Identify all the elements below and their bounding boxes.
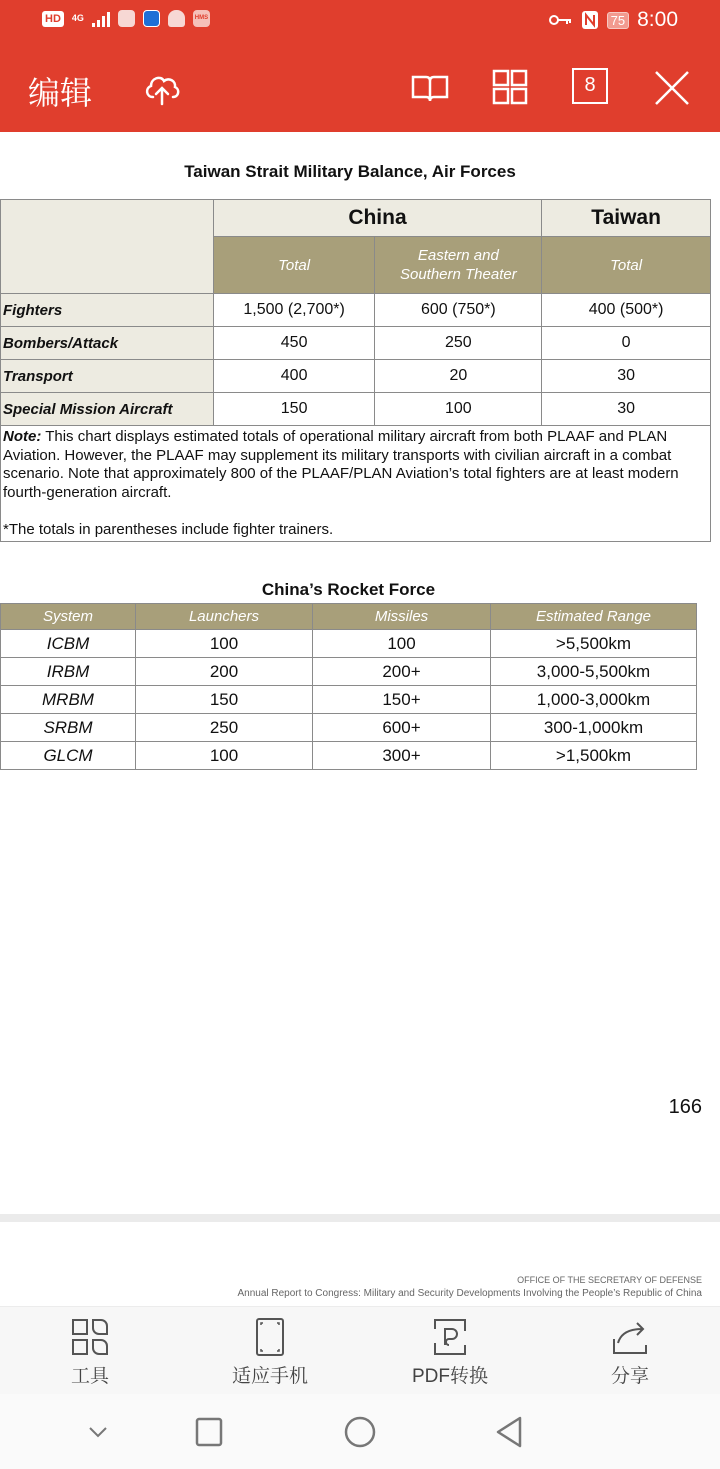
chevron-down-icon[interactable]	[78, 1412, 118, 1452]
col-header-range: Estimated Range	[491, 604, 697, 630]
cell: 400 (500*)	[542, 294, 711, 327]
footer-office: OFFICE OF THE SECRETARY OF DEFENSE	[517, 1275, 702, 1285]
cell: 150	[213, 393, 375, 426]
status-left-icons	[42, 10, 210, 27]
table-row	[1, 658, 697, 686]
cat-app-icon	[118, 10, 135, 27]
rocket-force-title: China’s Rocket Force	[261, 580, 436, 599]
empty-header-cell	[1, 200, 214, 294]
cell: 0	[542, 327, 711, 360]
col-header-missiles: Missiles	[313, 604, 491, 630]
row-label: Bombers/Attack	[1, 327, 214, 360]
battery-icon: 75	[607, 12, 629, 29]
cell-range: 3,000-5,500km	[491, 658, 697, 686]
china-total-header: Total	[213, 237, 375, 294]
cell: 450	[213, 327, 375, 360]
page-divider	[0, 1214, 720, 1222]
pdf-convert-button[interactable]	[380, 1317, 520, 1388]
note-label: Note:	[3, 428, 42, 445]
taiwan-total-header: Total	[542, 237, 711, 294]
table-row	[1, 714, 697, 742]
cell: 20	[375, 360, 542, 393]
eastern-header-line1: Eastern and	[417, 247, 499, 264]
table-row	[1, 393, 711, 426]
taiwan-group-header: Taiwan	[542, 200, 711, 237]
cell-range: >1,500km	[491, 742, 697, 770]
cell-range: 300-1,000km	[491, 714, 697, 742]
home-icon[interactable]	[340, 1412, 380, 1452]
fit-phone-button[interactable]	[200, 1317, 340, 1388]
share-button[interactable]	[560, 1317, 700, 1388]
rocket-force-table	[0, 603, 697, 770]
row-label: Transport	[1, 360, 214, 393]
footnote: *The totals in parentheses include fighter trainers.	[3, 520, 334, 538]
cell-range: >5,500km	[491, 630, 697, 658]
air-forces-title: Taiwan Strait Military Balance, Air Forces	[184, 162, 516, 181]
cell-system: SRBM	[1, 714, 136, 742]
share-icon	[610, 1317, 650, 1357]
table-row	[1, 630, 697, 658]
pdf-convert-icon	[430, 1317, 470, 1357]
hd-voice-icon: HD	[42, 11, 64, 27]
edit-button[interactable]: 编辑	[28, 75, 93, 111]
cell: 400	[213, 360, 375, 393]
table-row	[1, 327, 711, 360]
app-toolbar	[0, 44, 720, 132]
cell: 600 (750*)	[375, 294, 542, 327]
system-nav-bar	[0, 1394, 720, 1469]
col-header-system: System	[1, 604, 136, 630]
cell-launchers: 250	[136, 714, 313, 742]
cell: 250	[375, 327, 542, 360]
network-type-icon: 4G	[71, 13, 84, 23]
eastern-header-line2: Southern Theater	[399, 266, 517, 283]
hms-icon: HMS	[193, 10, 210, 27]
note-text: This chart displays estimated totals of operational military aircraft from both PLAAF and PLAN Aviation. However, the PLAAF may supplement its military transports with civilian aircraft in a combat scenario. Note that approximately 800 of the PLAAF/PLAN Aviation’s total fighters are at least modern fourth-generation aircraft.	[3, 428, 679, 501]
cell-system: GLCM	[1, 742, 136, 770]
signal-strength-icon	[92, 11, 110, 27]
cell-launchers: 100	[136, 630, 313, 658]
cell-launchers: 100	[136, 742, 313, 770]
row-label: Special Mission Aircraft	[1, 393, 214, 426]
header-row	[1, 604, 697, 630]
cell-launchers: 200	[136, 658, 313, 686]
col-header-launchers: Launchers	[136, 604, 313, 630]
back-icon[interactable]	[490, 1412, 530, 1452]
cell: 30	[542, 393, 711, 426]
pdf-convert-label: PDF转换	[411, 1366, 488, 1387]
status-right-icons	[549, 8, 678, 32]
table-row	[1, 742, 697, 770]
tools-grid-icon	[70, 1317, 110, 1357]
clock: 8:00	[637, 8, 678, 31]
cell-range: 1,000-3,000km	[491, 686, 697, 714]
table-note	[1, 426, 711, 542]
page-number: 166	[668, 1096, 702, 1118]
table-row	[1, 294, 711, 327]
cell-system: MRBM	[1, 686, 136, 714]
air-forces-table	[0, 199, 711, 542]
cell-system: IRBM	[1, 658, 136, 686]
thumbnail-grid-icon[interactable]	[490, 68, 530, 108]
row-label: Fighters	[1, 294, 214, 327]
recent-apps-icon[interactable]	[189, 1412, 229, 1452]
cell-launchers: 150	[136, 686, 313, 714]
nfc-icon	[581, 10, 599, 30]
china-group-header: China	[213, 200, 541, 237]
close-icon[interactable]	[652, 68, 692, 108]
cloud-upload-icon[interactable]	[142, 68, 182, 108]
page-count-button[interactable]: 8	[572, 68, 608, 104]
cell-missiles: 600+	[313, 714, 491, 742]
cell: 100	[375, 393, 542, 426]
table-row	[1, 686, 697, 714]
fit-screen-icon	[250, 1317, 290, 1357]
qq-app-icon	[168, 10, 185, 27]
footer-report-title: Annual Report to Congress: Military and Security Developments Involving the People’s Republic of China	[237, 1288, 702, 1299]
tools-button[interactable]	[20, 1317, 160, 1388]
bottom-action-bar	[0, 1306, 720, 1394]
cell-system: ICBM	[1, 630, 136, 658]
table-row	[1, 360, 711, 393]
cell: 1,500 (2,700*)	[213, 294, 375, 327]
share-label: 分享	[610, 1366, 649, 1387]
cell-missiles: 150+	[313, 686, 491, 714]
cell: 30	[542, 360, 711, 393]
bank-app-icon	[143, 10, 160, 27]
eastern-southern-header	[375, 237, 542, 294]
status-bar	[0, 0, 720, 44]
cell-missiles: 200+	[313, 658, 491, 686]
cell-missiles: 300+	[313, 742, 491, 770]
fit-phone-label: 适应手机	[231, 1366, 308, 1387]
tools-label: 工具	[70, 1366, 109, 1387]
vpn-key-icon	[549, 13, 573, 27]
book-read-mode-icon[interactable]	[410, 68, 450, 108]
cell-missiles: 100	[313, 630, 491, 658]
